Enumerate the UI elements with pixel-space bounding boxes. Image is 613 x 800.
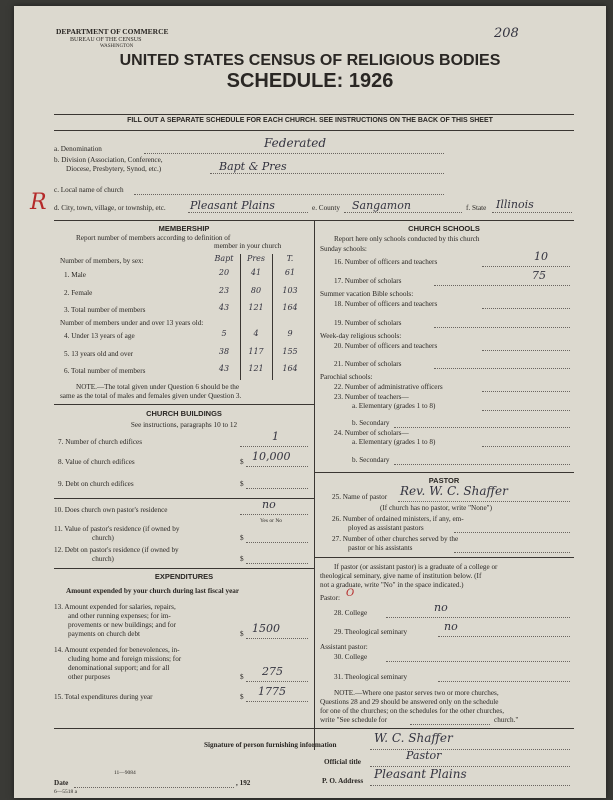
- q29-value: no: [444, 620, 458, 633]
- q26-label-2: ployed as assistant pastors: [348, 524, 424, 532]
- q14-line-2: cluding home and foreign missions; for: [68, 655, 182, 663]
- female-pres: 80: [250, 286, 262, 295]
- total6-total: 164: [282, 364, 298, 373]
- form-title: UNITED STATES CENSUS OF RELIGIOUS BODIES: [119, 52, 501, 69]
- male-total: 61: [284, 268, 296, 277]
- summer-label: Summer vacation Bible schools:: [320, 290, 414, 298]
- female-bapt: 23: [218, 286, 230, 295]
- schools-subtitle: Report here only schools conducted by this church: [334, 235, 480, 243]
- official-title-label: Official title: [324, 758, 361, 766]
- total6-pres: 121: [248, 364, 264, 373]
- q25-label: 25. Name of pastor: [332, 493, 388, 501]
- total3-pres: 121: [248, 303, 264, 312]
- pastor-note-1: NOTE.—Where one pastor serves two or more churches,: [334, 689, 499, 697]
- sunday-label: Sunday schools:: [320, 245, 367, 253]
- q10-label: 10. Does church own pastor's residence: [54, 506, 168, 514]
- city-label: d. City, town, village, or township, etc.: [54, 204, 166, 212]
- male-pres: 41: [250, 268, 262, 277]
- male-bapt: 20: [218, 268, 230, 277]
- q14-line-1: 14. Amount expended for benevolences, in-: [54, 646, 180, 654]
- q23a-label: a. Elementary (grades 1 to 8): [352, 402, 436, 410]
- q8-label: 8. Value of church edifices: [58, 458, 135, 466]
- schools-title: CHURCH SCHOOLS: [408, 224, 480, 233]
- total3-total: 164: [282, 303, 298, 312]
- parochial-label: Parochial schools:: [320, 373, 373, 381]
- membership-note-1: NOTE.—The total given under Question 6 should be the: [76, 383, 240, 391]
- q9-label: 9. Debt on church edifices: [58, 480, 134, 488]
- total3-label: 3. Total number of members: [64, 306, 146, 314]
- q13-value: 1500: [252, 622, 280, 635]
- pastor-red-mark: O: [346, 588, 355, 599]
- state-label: f. State: [466, 204, 487, 212]
- q16-label: 16. Number of officers and teachers: [334, 258, 438, 266]
- q26-label-1: 26. Number of ordained ministers, if any, em-: [332, 515, 464, 523]
- over13-bapt: 38: [218, 347, 230, 356]
- grad-note-2: theological seminary, give name of institution below. (If: [320, 572, 482, 580]
- under13-bapt: 5: [221, 329, 227, 338]
- q22-label: 22. Number of administrative officers: [334, 383, 443, 391]
- q13-dollar: $: [240, 630, 244, 638]
- q24-label: 24. Number of scholars—: [334, 429, 409, 437]
- county-label: e. County: [312, 204, 340, 212]
- q29-label: 29. Theological seminary: [334, 628, 408, 636]
- under13-pres: 4: [253, 329, 259, 338]
- q25-note: (If church has no pastor, write "None"): [380, 504, 492, 512]
- membership-intro-1: Report number of members according to definition of: [76, 234, 231, 242]
- age-intro-label: Number of members under and over 13 years old:: [60, 319, 204, 327]
- q14-line-4: other purposes: [68, 673, 111, 681]
- q21-label: 21. Number of scholars: [334, 360, 402, 368]
- under13-label: 4. Under 13 years of age: [64, 332, 135, 340]
- official-title-value: Pastor: [406, 749, 442, 762]
- denomination-value: Federated: [264, 136, 327, 150]
- female-total: 103: [282, 286, 298, 295]
- expenditures-subtitle: Amount expended by your church during last fiscal year: [66, 587, 240, 595]
- col-head-pres: Pres: [246, 254, 266, 263]
- local-name-label: c. Local name of church: [54, 186, 124, 194]
- form-number: 6—5518 a: [54, 789, 78, 795]
- division-label-1: b. Division (Association, Conference,: [54, 156, 163, 164]
- grad-note-3: not a graduate, write "No" in the space indicated.): [320, 581, 464, 589]
- by-sex-label: Number of members, by sex:: [60, 257, 144, 265]
- membership-intro-2: member in your church: [214, 242, 282, 250]
- weekday-label: Week-day religious schools:: [320, 332, 402, 340]
- q8-value: 10,000: [252, 450, 291, 463]
- q15-value: 1775: [258, 685, 286, 698]
- q13-line-2: and other running expenses; for im-: [68, 612, 171, 620]
- male-label: 1. Male: [64, 271, 86, 279]
- q11-label-1: 11. Value of pastor's residence (if owned by: [54, 525, 180, 533]
- q14-dollar: $: [240, 673, 244, 681]
- division-value: Bapt & Pres: [219, 160, 287, 173]
- q27-label-2: pastor or his assistants: [348, 544, 413, 552]
- county-value: Sangamon: [352, 199, 411, 212]
- q18-label: 18. Number of officers and teachers: [334, 300, 438, 308]
- q24a-label: a. Elementary (grades 1 to 8): [352, 438, 436, 446]
- pastor-name-value: Rev. W. C. Shaffer: [400, 484, 508, 498]
- q31-label: 31. Theological seminary: [334, 673, 408, 681]
- city-value: Pleasant Plains: [190, 199, 275, 212]
- census-form-page: [14, 6, 606, 798]
- membership-note-2: same as the total of males and females given under Question 3.: [60, 392, 242, 400]
- q28-label: 28. College: [334, 609, 368, 617]
- instruction-line: FILL OUT A SEPARATE SCHEDULE FOR EACH CHURCH. SEE INSTRUCTIONS ON THE BACK OF THIS SHEET: [127, 117, 493, 124]
- expenditures-title: EXPENDITURES: [154, 572, 214, 581]
- pastor-note-3: for one of the churches; on the schedules for the other churches,: [320, 707, 505, 715]
- department-label: DEPARTMENT OF COMMERCE: [56, 27, 169, 36]
- q11-label-2: church): [92, 534, 114, 542]
- date-label: Date: [54, 779, 69, 787]
- q12-dollar: $: [240, 555, 244, 563]
- signature-value: W. C. Shaffer: [374, 731, 453, 745]
- print-number: 11—9084: [114, 770, 136, 776]
- q17-label: 17. Number of scholars: [334, 277, 402, 285]
- q23-label: 23. Number of teachers—: [334, 393, 409, 401]
- q27-label-1: 27. Number of other churches served by the: [332, 535, 459, 543]
- page-number: 208: [494, 26, 519, 41]
- total6-bapt: 43: [218, 364, 230, 373]
- q30-label: 30. College: [334, 653, 368, 661]
- pastor-note-4: write "See schedule for: [320, 716, 387, 724]
- q11-dollar: $: [240, 534, 244, 542]
- q13-line-3: provements or new buildings; and for: [68, 621, 176, 629]
- q23b-label: b. Secondary: [352, 419, 390, 427]
- q7-label: 7. Number of church edifices: [58, 438, 143, 446]
- yes-no-label: Yes or No: [260, 518, 283, 524]
- female-label: 2. Female: [64, 289, 93, 297]
- over13-pres: 117: [248, 347, 264, 356]
- q15-label: 15. Total expenditures during year: [54, 693, 153, 701]
- q10-value: no: [262, 498, 276, 511]
- membership-title: MEMBERSHIP: [158, 224, 210, 233]
- pastor-title: PASTOR: [428, 476, 460, 485]
- q14-value: 275: [262, 665, 283, 678]
- pastor-sub-label: Pastor:: [320, 594, 340, 602]
- pastor-note-2: Questions 28 and 29 should be answered only on the schedule: [320, 698, 499, 706]
- q12-label-2: church): [92, 555, 114, 563]
- q15-dollar: $: [240, 693, 244, 701]
- col-head-bapt: Bapt: [214, 254, 234, 263]
- state-value: Illinois: [496, 198, 534, 211]
- q13-line-4: payments on church debt: [68, 630, 141, 638]
- denomination-label: a. Denomination: [54, 145, 102, 153]
- q19-label: 19. Number of scholars: [334, 319, 402, 327]
- q13-line-1: 13. Amount expended for salaries, repairs,: [54, 603, 176, 611]
- q14-line-3: denominational support; and for all: [68, 664, 170, 672]
- po-address-label: P. O. Address: [322, 777, 364, 785]
- under13-total: 9: [287, 329, 293, 338]
- assistant-label: Assistant pastor:: [320, 643, 368, 651]
- q8-dollar: $: [240, 458, 244, 466]
- q16-value: 10: [534, 250, 548, 263]
- q12-label-1: 12. Debt on pastor's residence (if owned by: [54, 546, 179, 554]
- year-label: , 192: [236, 779, 251, 787]
- red-check-mark: R: [30, 190, 47, 215]
- q17-value: 75: [532, 269, 546, 282]
- buildings-title: CHURCH BUILDINGS: [146, 409, 222, 418]
- total6-label: 6. Total number of members: [64, 367, 146, 375]
- over13-label: 5. 13 years old and over: [64, 350, 134, 358]
- q9-dollar: $: [240, 480, 244, 488]
- over13-total: 155: [282, 347, 298, 356]
- pastor-note-5: church.": [494, 716, 519, 724]
- q24b-label: b. Secondary: [352, 456, 390, 464]
- po-address-value: Pleasant Plains: [374, 767, 467, 781]
- total3-bapt: 43: [218, 303, 230, 312]
- buildings-subtitle: See instructions, paragraphs 10 to 12: [130, 421, 238, 429]
- grad-note-1: If pastor (or assistant pastor) is a graduate of a college or: [334, 563, 498, 571]
- division-label-2: Diocese, Presbytery, Synod, etc.): [66, 165, 162, 173]
- q7-value: 1: [272, 430, 279, 443]
- signature-label: Signature of person furnishing information: [204, 741, 337, 749]
- washington-label: WASHINGTON: [100, 44, 134, 49]
- q28-value: no: [434, 601, 448, 614]
- col-head-total: T.: [286, 254, 294, 263]
- bureau-label: BUREAU OF THE CENSUS: [70, 37, 142, 43]
- q20-label: 20. Number of officers and teachers: [334, 342, 438, 350]
- schedule-title: SCHEDULE: 1926: [226, 70, 394, 92]
